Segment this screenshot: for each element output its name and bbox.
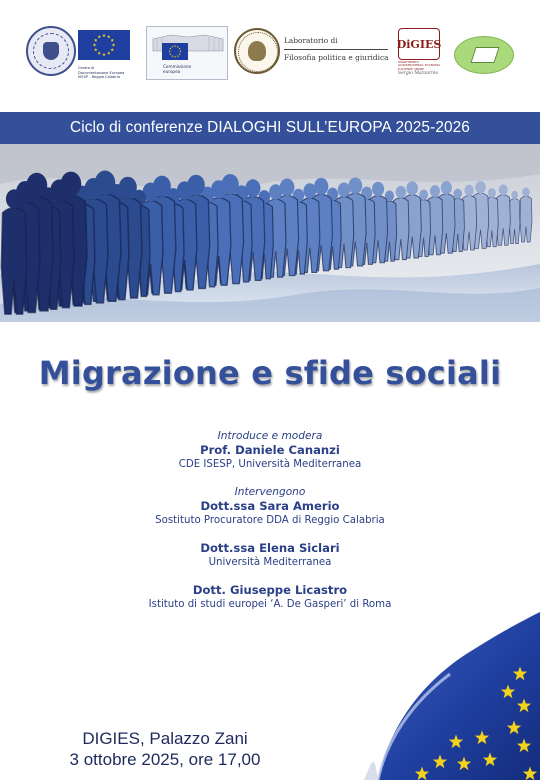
laboratorio-subject: Filosofia politica e giuridica <box>284 53 389 62</box>
venue-place: DIGIES, Palazzo Zani <box>82 729 248 748</box>
cde-logo-text: Centro di Documentazione Europea ISESP - Reggio Calabria <box>78 66 125 80</box>
eu-flag-icon <box>162 43 188 60</box>
commission-logo-text: Commissione europea <box>163 64 192 74</box>
cde-logo <box>78 30 134 82</box>
migration-painting <box>0 144 540 322</box>
speaker-affiliation: Università Mediterranea <box>208 557 332 568</box>
digies-logo-text: DIPARTIMENTO GIURISPRUDENZA, ECONOMIA E SCIENZE UMANE <box>398 60 441 71</box>
universita-mediterranea-seal-logo <box>234 28 280 74</box>
speaker-name: Dott.ssa Elena Siclari <box>200 541 340 555</box>
series-band: Ciclo di conferenze DIALOGHI SULL’EUROPA 2025-2026 <box>0 112 540 144</box>
speaker-name: Dott.ssa Sara Amerio <box>200 499 340 513</box>
speaker-name: Dott. Giuseppe Licastro <box>192 583 348 597</box>
venue-date: 3 ottobre 2025, ore 17,00 <box>69 750 261 769</box>
laboratorio-logo <box>284 36 396 63</box>
eu-flag-corner <box>364 612 540 780</box>
digies-signature: Sergio Mazzarino <box>398 71 439 77</box>
laboratorio-label: Laboratorio di <box>284 36 338 45</box>
european-commission-logo <box>146 26 228 80</box>
logo-bar <box>0 0 540 108</box>
moderator-role: Introduce e modera <box>217 430 323 442</box>
moderator-name: Prof. Daniele Cananzi <box>200 443 340 457</box>
moderator-affiliation: CDE ISESP, Università Mediterranea <box>178 459 362 470</box>
university-seal-logo <box>26 26 76 76</box>
poster-title: Migrazione e sfide sociali <box>38 354 502 392</box>
speaker-affiliation: Istituto di studi europei ‘A. De Gasperi’ di Roma <box>148 599 392 610</box>
speakers-role: Intervengono <box>234 486 306 498</box>
digies-logo <box>398 28 444 84</box>
digies-mark: DiGIES <box>398 28 440 60</box>
green-logo <box>454 36 514 74</box>
eu-flag-icon <box>78 30 130 60</box>
program <box>0 430 540 612</box>
venue-info <box>40 728 290 770</box>
speaker-affiliation: Sostituto Procuratore DDA di Reggio Calabria <box>155 515 385 526</box>
